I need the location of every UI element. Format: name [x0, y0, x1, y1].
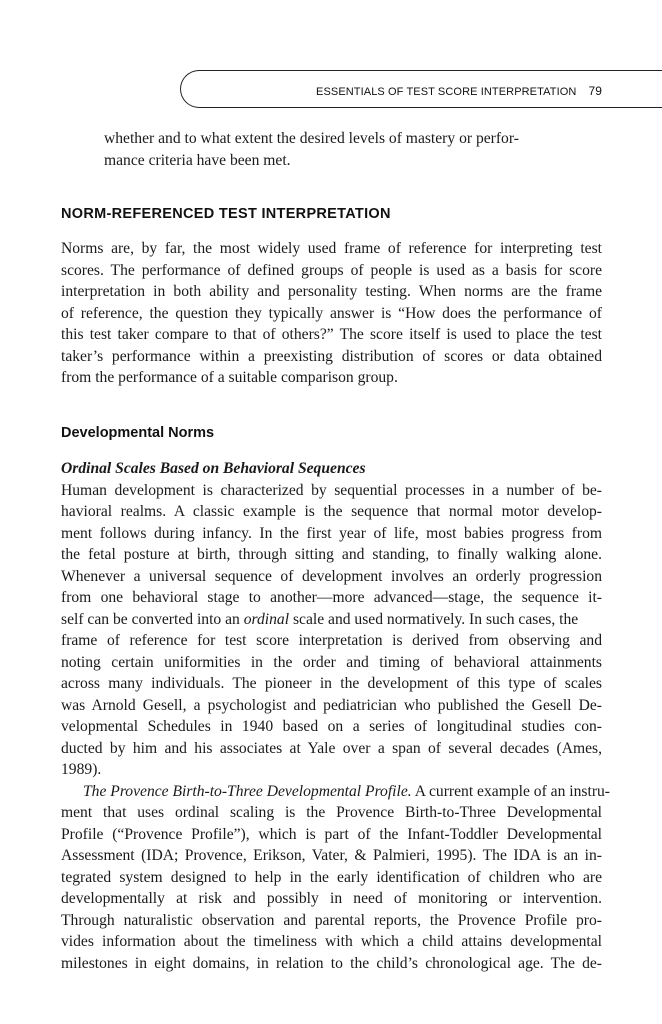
text-line: scores. The performance of defined groups of people is used as a basis for score: [61, 261, 602, 279]
inline-title: The Provence Birth-to-Three Developmental Profile.: [83, 782, 412, 800]
norms-paragraph: [61, 238, 602, 389]
text-line: Norms are, by far, the most widely used frame of reference for interpreting test: [61, 240, 602, 257]
text-line: Profile (“Provence Profile”), which is part of the Infant-Toddler Developmental: [61, 825, 602, 843]
text-line: [61, 781, 610, 803]
text-line: the fetal posture at birth, through sitting and standing, to finally walking alone.: [61, 546, 602, 563]
text-line: milestones in eight domains, in relation to the child’s chronological age. The de-: [61, 954, 602, 972]
text-line: vides information about the timeliness with which a child attains developmental: [61, 933, 602, 950]
text-line: mance criteria have been met.: [104, 151, 291, 169]
text-line: Whenever a universal sequence of development involves an orderly progression: [61, 567, 602, 585]
text-fragment: self can be converted into an: [61, 610, 244, 628]
text-fragment: A current example of an instru-: [411, 782, 610, 800]
text-line: frame of reference for test score interpretation is derived from observing and: [61, 632, 602, 649]
text-line: interpretation in both ability and personality testing. When norms are the frame: [61, 283, 602, 300]
ordinal-scales-section: [61, 458, 610, 974]
text-line: noting certain uniformities in the order and timing of behavioral attainments: [61, 653, 602, 671]
text-line: tegrated system designed to help in the early identification of children who are: [61, 868, 602, 886]
text-line: havioral realms. A classic example is the sequence that normal motor develop-: [61, 503, 602, 520]
running-header: [316, 84, 602, 98]
text-line: this test taker compare to that of others?” The score itself is used to place the test: [61, 326, 602, 343]
text-line: ment that uses ordinal scaling is the Provence Birth-to-Three Developmental: [61, 804, 602, 821]
running-title: ESSENTIALS OF TEST SCORE INTERPRETATION: [316, 86, 577, 98]
text-line: across many individuals. The pioneer in the development of this type of scales: [61, 675, 602, 692]
text-line: taker’s performance within a preexisting distribution of scores or data obtained: [61, 347, 602, 365]
text-line: from the performance of a suitable comparison group.: [61, 369, 398, 386]
text-line: [61, 609, 602, 631]
text-line: was Arnold Gesell, a psychologist and pediatrician who published the Gesell De-: [61, 696, 602, 714]
text-line: whether and to what extent the desired levels of mastery or perfor-: [104, 130, 519, 147]
section-heading: NORM-REFERENCED TEST INTERPRETATION: [61, 206, 391, 222]
text-line: Human development is characterized by sequential processes in a number of be-: [61, 481, 602, 499]
text-line: Through naturalistic observation and parental reports, the Provence Profile pro-: [61, 911, 602, 929]
text-fragment: scale and used normatively. In such cases, the: [289, 610, 579, 628]
subsection-heading: Developmental Norms: [61, 425, 215, 441]
text-line: from one behavioral stage to another—more advanced—stage, the sequence it-: [61, 589, 602, 606]
text-line: ment follows during infancy. In the first year of life, most babies progress from: [61, 524, 602, 542]
text-line: ducted by him and his associates at Yale over a span of several decades (Ames,: [61, 739, 602, 757]
page-number: 79: [588, 84, 602, 98]
emphasis: ordinal: [243, 610, 290, 628]
intro-paragraph: [104, 128, 554, 171]
text-line: of reference, the question they typically answer is “How does the performance of: [61, 304, 602, 322]
text-line: velopmental Schedules in 1940 based on a series of longitudinal studies con-: [61, 718, 602, 735]
text-line: Assessment (IDA; Provence, Erikson, Vater, & Palmieri, 1995). The IDA is an in-: [61, 847, 602, 864]
subsubsection-heading: Ordinal Scales Based on Behavioral Sequences: [61, 460, 366, 477]
text-line: 1989).: [61, 761, 102, 778]
text-line: developmentally at risk and possibly in need of monitoring or intervention.: [61, 890, 602, 907]
